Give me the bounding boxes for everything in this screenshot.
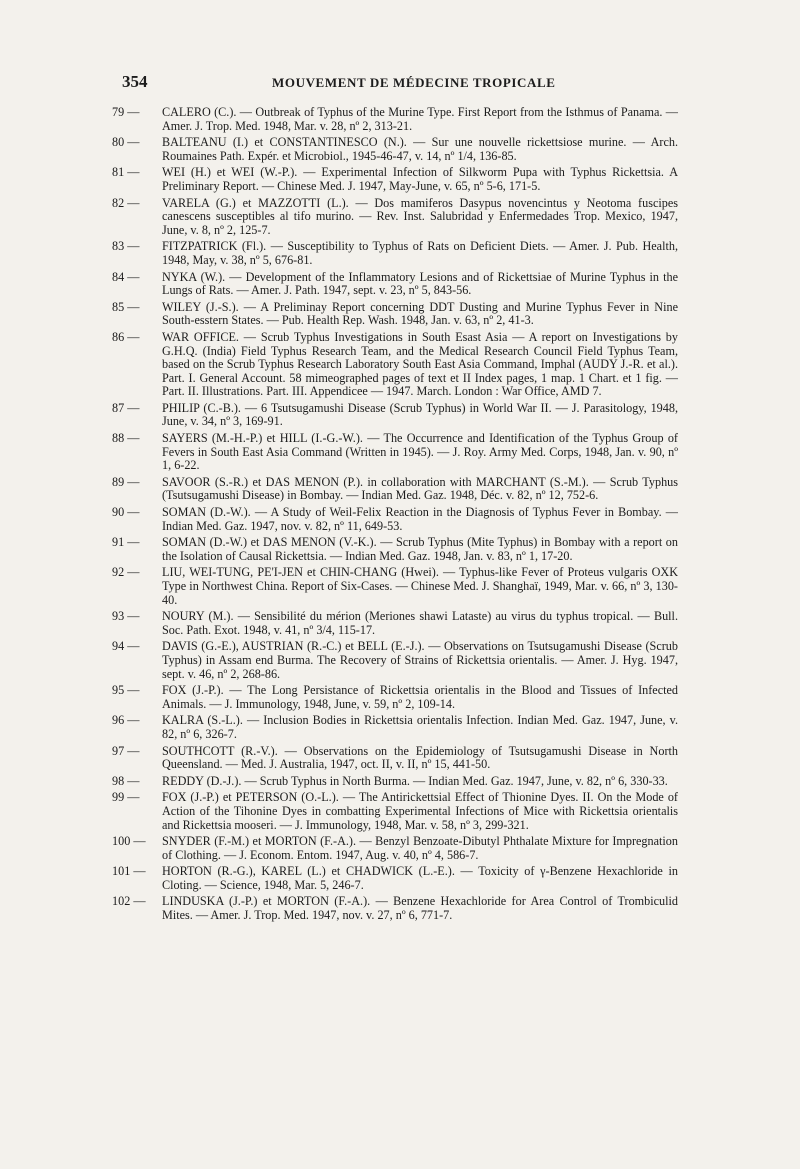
reference-number: 87 — bbox=[112, 400, 140, 415]
reference-text: WEI (H.) et WEI (W.-P.). — Experimental Infection of Silkworm Pupa with Typhus Rickettsia. A Preliminary Report. — Chinese Med. J. 1947, May-June, v. 65, nº 5-6, 171-5. bbox=[162, 165, 678, 193]
reference-number: 99 — bbox=[112, 790, 140, 805]
reference-text: BALTEANU (I.) et CONSTANTINESCO (N.). — Sur une nouvelle rickettsiose murine. — Arch. Roumaines Path. Expér. et Microbiol., 1945-46-47, v. 14, nº 1/4, 136-85. bbox=[162, 135, 678, 163]
reference-text: LIU, WEI-TUNG, PE'I-JEN et CHIN-CHANG (Hwei). — Typhus-like Fever of Proteus vulgaris OXK Type in Northwest China. Report of Six-Cases. — Chinese Med. J. Shanghaï, 1949, Mar. v. 66, nº 3, 130-40. bbox=[162, 565, 678, 607]
reference-entry bbox=[112, 271, 678, 298]
reference-entry bbox=[112, 791, 678, 832]
reference-entry bbox=[112, 166, 678, 193]
reference-text: HORTON (R.-G.), KAREL (L.) et CHADWICK (L.-E.). — Toxicity of γ-Benzene Hexachloride in Cloting. — Science, 1948, Mar. 5, 246-7. bbox=[162, 864, 678, 892]
reference-entry bbox=[112, 775, 678, 789]
reference-entry bbox=[112, 566, 678, 607]
reference-text: SOUTHCOTT (R.-V.). — Observations on the Epidemiology of Tsutsugamushi Disease in North Queensland. — Med. J. Australia, 1947, oct. II, v. II, nº 15, 441-50. bbox=[162, 743, 678, 772]
reference-entry bbox=[112, 895, 678, 922]
reference-number: 92 — bbox=[112, 565, 140, 580]
reference-entry bbox=[112, 610, 678, 637]
reference-number: 79 — bbox=[112, 105, 140, 119]
reference-text: REDDY (D.-J.). — Scrub Typhus in North Burma. — Indian Med. Gaz. 1947, June, v. 82, nº 6, 330-33. bbox=[162, 773, 668, 788]
reference-text: SNYDER (F.-M.) et MORTON (F.-A.). — Benzyl Benzoate-Dibutyl Phthalate Mixture for Impregnation of Clothing. — J. Econom. Entom. 1947, Aug. v. 40, nº 4, 586-7. bbox=[162, 834, 678, 862]
reference-number: 94 — bbox=[112, 639, 140, 654]
reference-text: FOX (J.-P.). — The Long Persistance of Rickettsia orientalis in the Blood and Tissues of Infected Animals. — J. Immunology, 1948, June, v. 59, nº 2, 109-14. bbox=[162, 683, 678, 711]
reference-number: 84 — bbox=[112, 269, 140, 284]
reference-text: KALRA (S.-L.). — Inclusion Bodies in Rickettsia orientalis Infection. Indian Med. Gaz. 1947, June, v. 82, nº 6, 326-7. bbox=[162, 713, 678, 741]
reference-entry bbox=[112, 640, 678, 681]
reference-number: 89 — bbox=[112, 474, 140, 489]
reference-text: WILEY (J.-S.). — A Preliminay Report concerning DDT Dusting and Murine Typhus Fever in Nine South-esstern States. — Pub. Health Rep. Wash. 1948, Jan. v. 63, nº 2, 41-3. bbox=[162, 299, 678, 328]
reference-text: CALERO (C.). — Outbreak of Typhus of the Murine Type. First Report from the Isthmus of Panama. — Amer. J. Trop. Med. 1948, Mar. v. 28, nº 2, 313-21. bbox=[162, 105, 678, 133]
reference-text: NYKA (W.). — Development of the Inflammatory Lesions and of Rickettsiae of Murine Typhus in the Lungs of Rats. — Amer. J. Path. 1947, sept. v. 23, nº 5, 843-56. bbox=[162, 269, 678, 298]
reference-entry bbox=[112, 301, 678, 328]
reference-list bbox=[112, 106, 678, 926]
reference-number: 98 — bbox=[112, 773, 140, 788]
reference-entry bbox=[112, 684, 678, 711]
reference-text: SAYERS (M.-H.-P.) et HILL (I.-G.-W.). — The Occurrence and Identification of the Typhus Group of Fevers in South East Asia Command (Written in 1945). — J. Roy. Army Med. Corps, 1948, Jan. v. 90, nº 1, 6-22. bbox=[162, 431, 678, 473]
reference-text: VARELA (G.) et MAZZOTTI (L.). — Dos mamiferos Dasypus novencintus y Neotoma fuscipes canescens susceptibles al tifo murino. — Rev. Inst. Salubridad y Enfermedades Trop. Mexico, 1947, June, v. 8, nº 2, 125-7. bbox=[162, 195, 678, 237]
reference-text: FITZPATRICK (Fl.). — Susceptibility to Typhus of Rats on Deficient Diets. — Amer. J. Pub. Health, 1948, May, v. 38, nº 5, 676-81. bbox=[162, 239, 678, 267]
reference-text: FOX (J.-P.) et PETERSON (O.-L.). — The Antirickettsial Effect of Thionine Dyes. II. On the Mode of Action of the Tihonine Dyes in combatting Experimental Infections of Mice with Rickettsia orientalis and Rickettsia mooseri. — J. Immunology, 1948, Mar. v. 58, nº 3, 299-321. bbox=[162, 790, 678, 832]
reference-entry bbox=[112, 432, 678, 473]
reference-number: 90 — bbox=[112, 505, 140, 520]
page-number: 354 bbox=[122, 72, 148, 91]
reference-number: 80 — bbox=[112, 135, 140, 150]
reference-number: 100 — bbox=[112, 834, 146, 849]
running-title: MOUVEMENT DE MÉDECINE TROPICALE bbox=[272, 75, 556, 90]
reference-entry bbox=[112, 106, 678, 133]
reference-number: 86 — bbox=[112, 329, 140, 344]
reference-text: SOMAN (D.-W.) et DAS MENON (V.-K.). — Scrub Typhus (Mite Typhus) in Bombay with a report on the Isolation of Causal Rickettsia. — Indian Med. Gaz. 1948, Jan. v. 83, nº 1, 17-20. bbox=[162, 535, 678, 563]
reference-entry bbox=[112, 240, 678, 267]
reference-text: NOURY (M.). — Sensibilité du mérion (Meriones shawi Lataste) au virus du typhus tropical. — Bull. Soc. Path. Exot. 1948, v. 41, nº 3/4, 115-17. bbox=[162, 609, 678, 637]
reference-number: 88 — bbox=[112, 431, 140, 446]
reference-entry bbox=[112, 331, 678, 399]
reference-number: 81 — bbox=[112, 165, 140, 180]
page-header bbox=[122, 72, 682, 98]
reference-text: PHILIP (C.-B.). — 6 Tsutsugamushi Disease (Scrub Typhus) in World War II. — J. Parasitology, 1948, June, v. 34, nº 3, 169-91. bbox=[162, 400, 678, 429]
reference-entry bbox=[112, 476, 678, 503]
reference-entry bbox=[112, 835, 678, 862]
reference-text: SOMAN (D.-W.). — A Study of Weil-Felix Reaction in the Diagnosis of Typhus Fever in Bombay. — Indian Med. Gaz. 1947, nov. v. 82, nº 11, 649-53. bbox=[162, 505, 678, 533]
reference-text: SAVOOR (S.-R.) et DAS MENON (P.). in collaboration with MARCHANT (S.-M.). — Scrub Typhus (Tsutsugamushi Disease) in Bombay. — Indian Med. Gaz. 1948, Déc. v. 82, nº 12, 752-6. bbox=[162, 474, 678, 503]
reference-number: 91 — bbox=[112, 535, 140, 550]
reference-text: LINDUSKA (J.-P.) et MORTON (F.-A.). — Benzene Hexachloride for Area Control of Trombiculid Mites. — Amer. J. Trop. Med. 1947, nov. v. 27, nº 6, 771-7. bbox=[162, 894, 678, 923]
reference-number: 97 — bbox=[112, 743, 140, 758]
reference-entry bbox=[112, 402, 678, 429]
reference-number: 101 — bbox=[112, 864, 146, 879]
reference-number: 82 — bbox=[112, 195, 140, 210]
reference-number: 83 — bbox=[112, 239, 140, 254]
reference-number: 102 — bbox=[112, 894, 146, 909]
reference-entry bbox=[112, 865, 678, 892]
reference-entry bbox=[112, 197, 678, 238]
reference-text: WAR OFFICE. — Scrub Typhus Investigations in South Esast Asia — A report on Investigations by G.H.Q. (India) Field Typhus Research Team, and the Medical Research Council Field Typhus Team, based on the Scrub Typhus Research Laboratory South East Asia Command, Imphal (AUDY J.-R. et al.). Part. I. General Account. 58 mimeographed pages of text et II Index pages, 1 map. 1 Chart. et 1 fig. — Part. II. Illustrations. Part. III. Appendicee — 1947. March. London : War Office, AMD 7. bbox=[162, 329, 678, 399]
reference-entry bbox=[112, 714, 678, 741]
reference-text: DAVIS (G.-E.), AUSTRIAN (R.-C.) et BELL (E.-J.). — Observations on Tsutsugamushi Disease (Scrub Typhus) in Assam end Burma. The Recovery of Strains of Rickettsia orientalis. — Amer. J. Hyg. 1947, sept. v. 46, nº 2, 268-86. bbox=[162, 639, 678, 681]
reference-entry bbox=[112, 506, 678, 533]
reference-entry bbox=[112, 745, 678, 772]
reference-entry bbox=[112, 136, 678, 163]
reference-number: 95 — bbox=[112, 683, 140, 698]
reference-entry bbox=[112, 536, 678, 563]
reference-number: 96 — bbox=[112, 713, 140, 728]
reference-number: 93 — bbox=[112, 609, 140, 624]
reference-number: 85 — bbox=[112, 299, 140, 314]
